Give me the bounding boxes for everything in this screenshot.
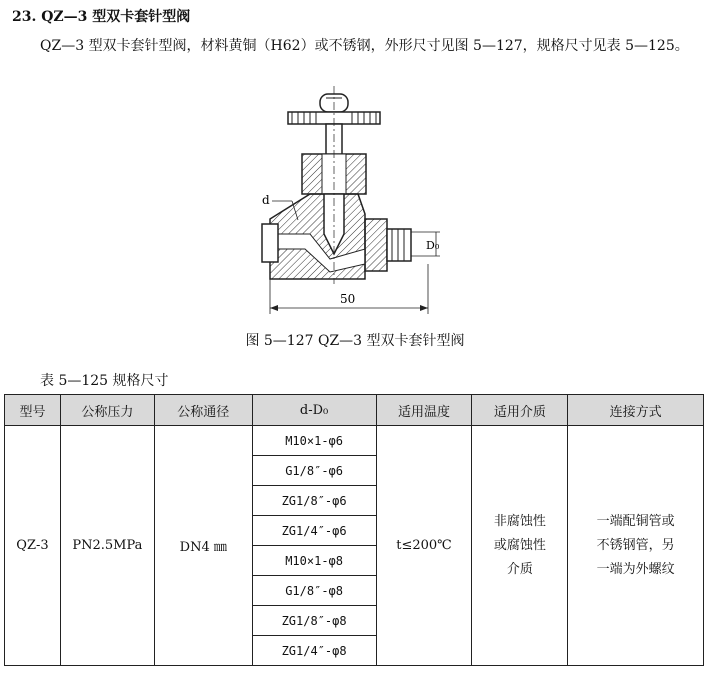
- header-d-D0: d-D₀: [252, 395, 376, 426]
- cell-dd: M10×1-φ6: [252, 426, 376, 456]
- dimension-50: 50: [340, 292, 356, 306]
- spec-table: [4, 394, 704, 666]
- cell-bore: DN4 ㎜: [154, 426, 252, 666]
- cell-pressure: PN2.5MPa: [60, 426, 154, 666]
- medium-line: 非腐蚀性: [493, 513, 546, 529]
- cell-temperature: t≤200℃: [376, 426, 472, 666]
- header-temperature: 适用温度: [376, 395, 472, 426]
- connection-line: 不锈钢管，另: [596, 537, 675, 553]
- label-D0: D₀: [426, 239, 440, 252]
- valve-diagram-svg: [240, 84, 470, 319]
- cell-connection: [568, 426, 704, 666]
- left-port: [262, 224, 278, 262]
- medium-line: 介质: [506, 561, 533, 577]
- cell-medium: [472, 426, 568, 666]
- header-pressure: 公称压力: [60, 395, 154, 426]
- cell-dd: ZG1/8″-φ8: [252, 606, 376, 636]
- figure-caption: 图 5—127 QZ—3 型双卡套针型阀: [245, 333, 465, 349]
- connection-line: 一端配铜管或: [596, 513, 675, 529]
- table-caption: 表 5—125 规格尺寸: [40, 373, 169, 389]
- valve-drawing: [240, 84, 470, 319]
- label-d: d: [262, 193, 270, 207]
- cell-dd: ZG1/4″-φ8: [252, 636, 376, 666]
- medium-line: 或腐蚀性: [493, 537, 546, 553]
- cell-dd: ZG1/4″-φ6: [252, 516, 376, 546]
- right-ferrule: [387, 229, 411, 261]
- header-connection: 连接方式: [568, 395, 704, 426]
- table-row: [5, 426, 704, 456]
- description-paragraph: QZ—3 型双卡套针型阀，材料黄铜（H62）或不锈钢，外形尺寸见图 5—127，规格尺寸见表 5—125。: [40, 38, 689, 54]
- header-medium: 适用介质: [472, 395, 568, 426]
- right-fitting-nut: [365, 219, 387, 271]
- cell-dd: G1/8″-φ8: [252, 576, 376, 606]
- section-heading: 23. QZ—3 型双卡套针型阀: [12, 9, 191, 25]
- cell-dd: G1/8″-φ6: [252, 456, 376, 486]
- header-model: 型号: [5, 395, 61, 426]
- cell-dd: ZG1/8″-φ6: [252, 486, 376, 516]
- connection-line: 一端为外螺纹: [596, 561, 675, 577]
- cell-model: QZ-3: [5, 426, 61, 666]
- header-bore: 公称通径: [154, 395, 252, 426]
- cell-dd: M10×1-φ8: [252, 546, 376, 576]
- table-header-row: [5, 395, 704, 426]
